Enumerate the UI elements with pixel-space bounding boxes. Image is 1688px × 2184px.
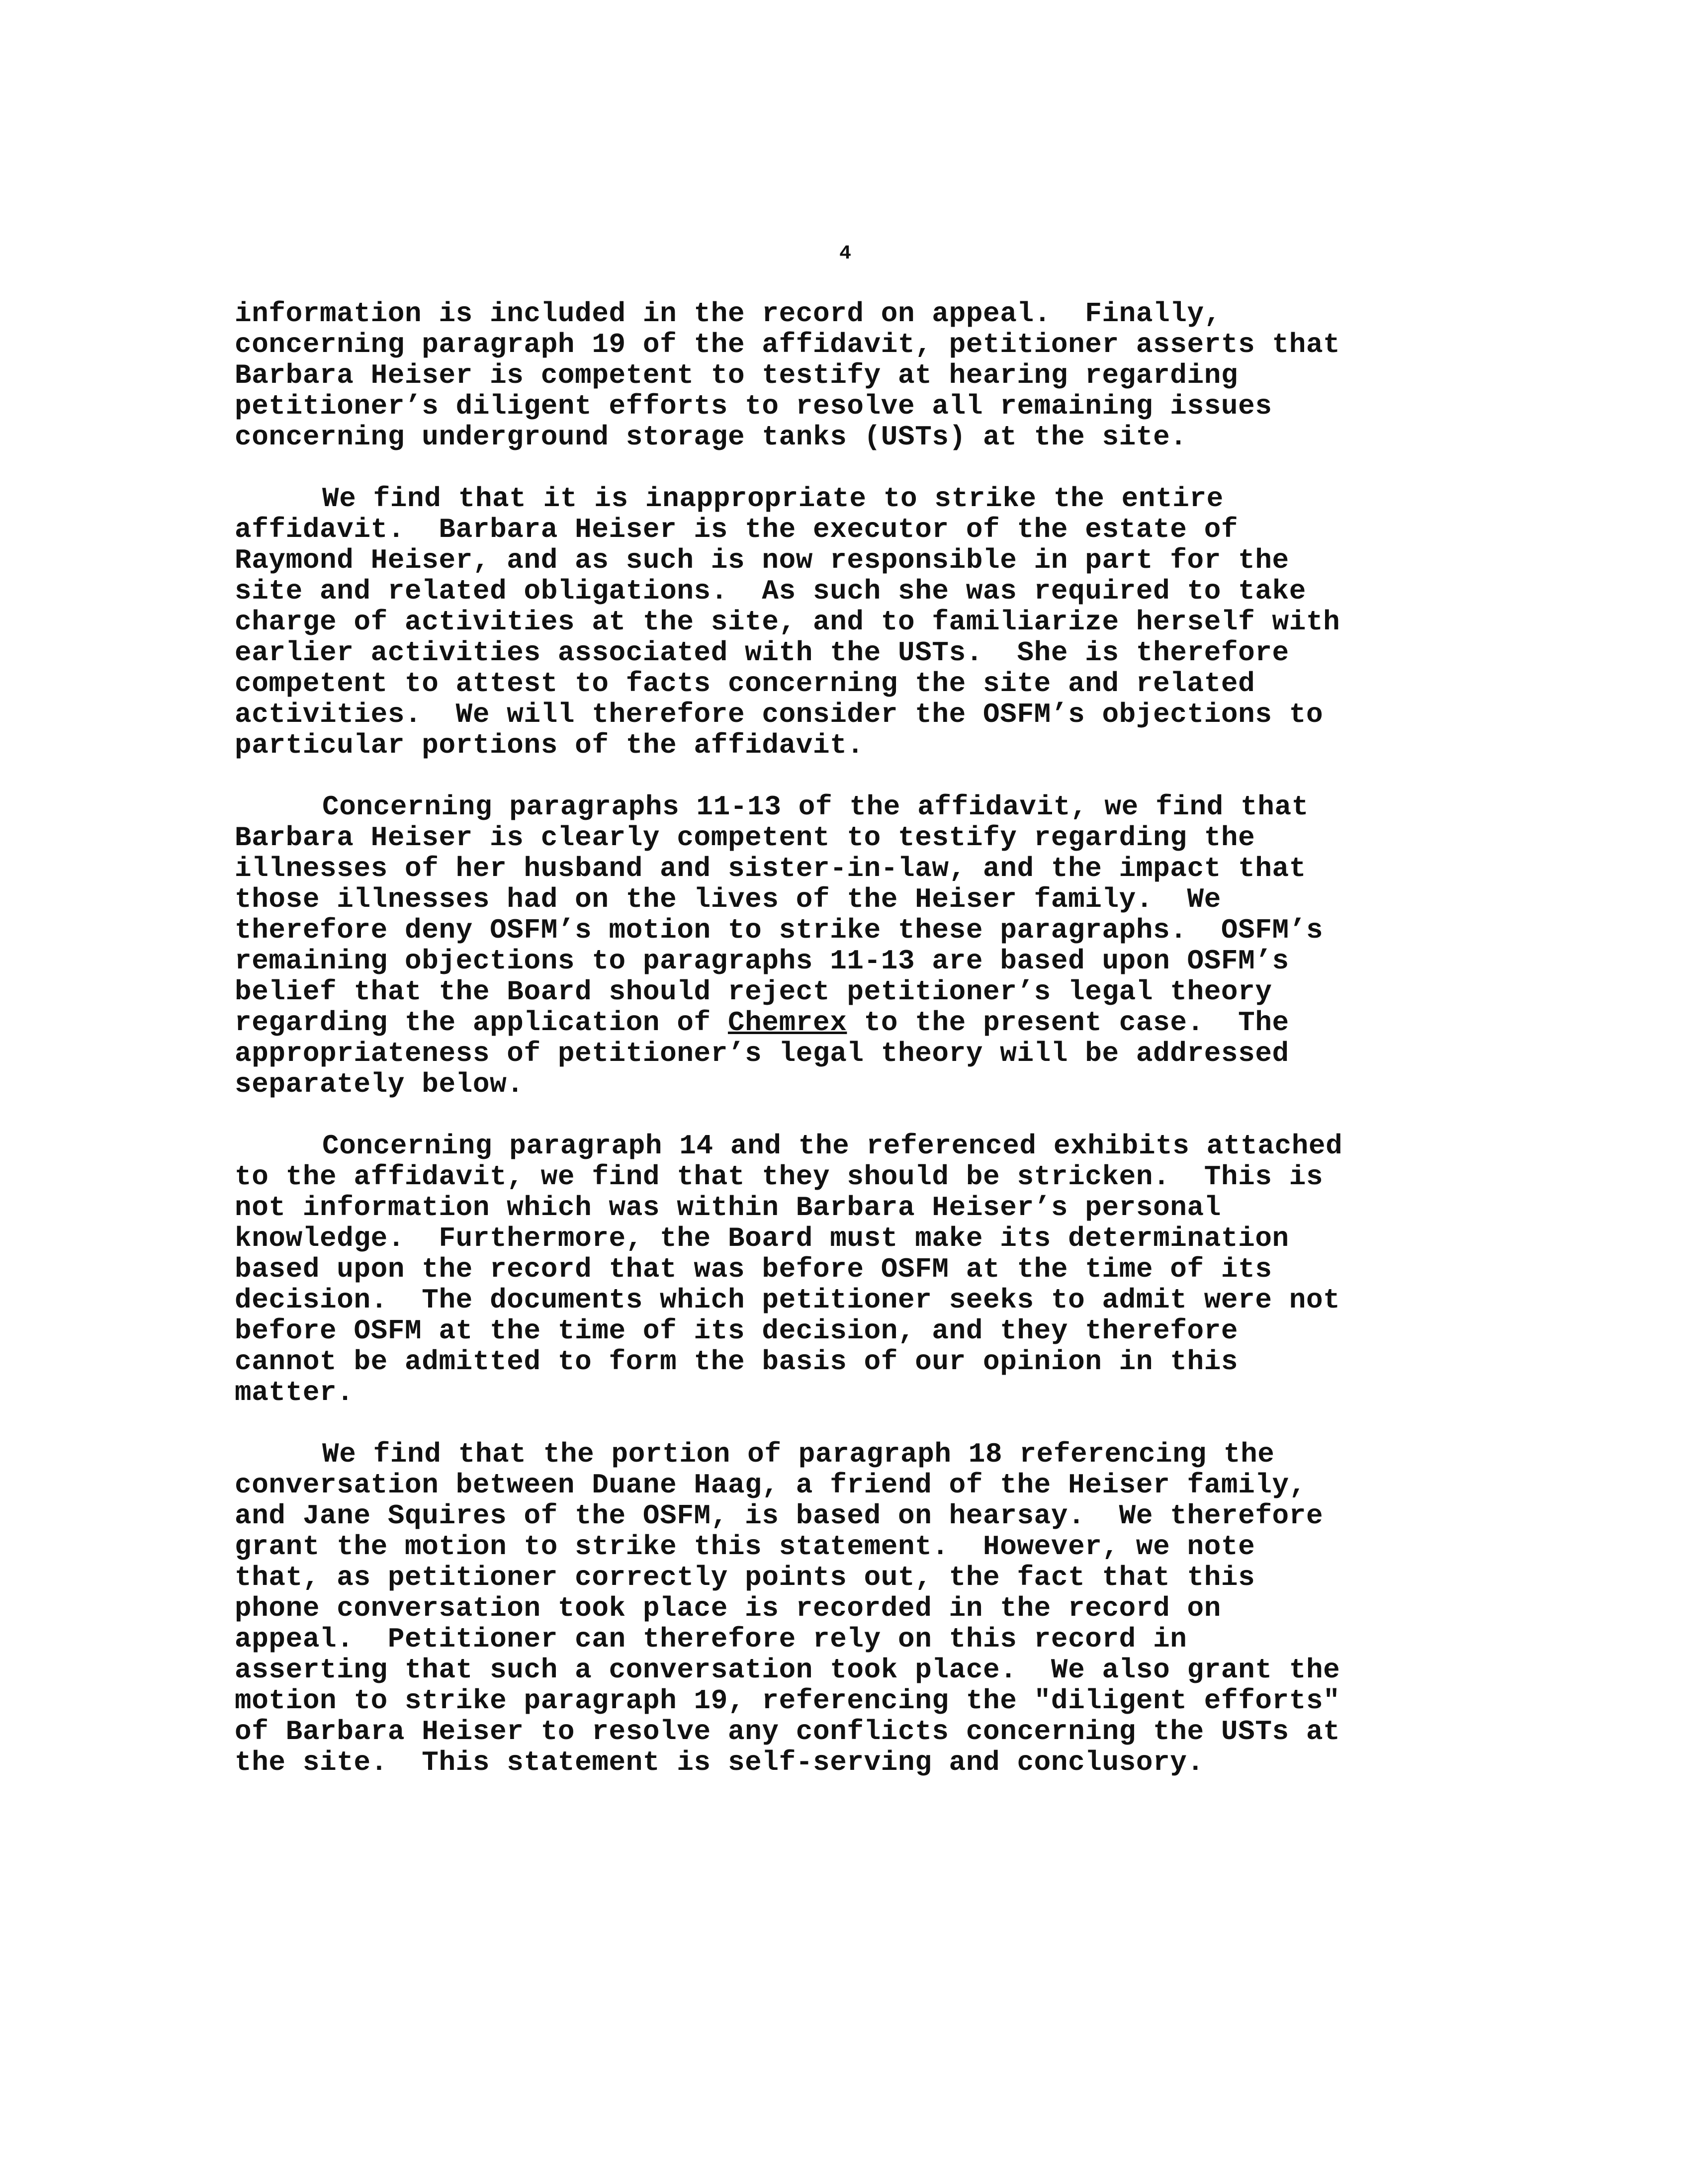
text-line: We find that it is inappropriate to strike the entire (322, 483, 1224, 514)
case-citation: Chemrex (727, 1007, 847, 1038)
text-line: illnesses of her husband and sister-in-law, and the impact that (235, 853, 1306, 884)
text-line: affidavit. Barbara Heiser is the executor of the estate of (235, 514, 1239, 545)
text-line: and Jane Squires of the OSFM, is based on hearsay. We therefore (235, 1500, 1324, 1531)
text-line: cannot be admitted to form the basis of our opinion in this (235, 1346, 1239, 1377)
text-line: grant the motion to strike this statement. However, we note (235, 1531, 1255, 1562)
text-line: that, as petitioner correctly points out, the fact that this (235, 1562, 1255, 1593)
text-line: Concerning paragraphs 11-13 of the affidavit, we find that (322, 791, 1309, 822)
text-line: We find that the portion of paragraph 18 referencing the (322, 1439, 1275, 1470)
text-line: before OSFM at the time of its decision, and they therefore (235, 1315, 1239, 1346)
text-line: belief that the Board should reject petitioner’s legal theory (235, 976, 1272, 1007)
text-line: knowledge. Furthermore, the Board must make its determination (235, 1223, 1289, 1254)
text-segment: regarding the application of (235, 1007, 728, 1038)
document-body (235, 298, 1468, 1809)
text-line: information is included in the record on appeal. Finally, (235, 298, 1221, 329)
text-line: not information which was within Barbara Heiser’s personal (235, 1192, 1221, 1223)
text-line: based upon the record that was before OSFM at the time of its (235, 1254, 1272, 1285)
paragraph-1 (235, 298, 1468, 452)
text-line: therefore deny OSFM’s motion to strike these paragraphs. OSFM’s (235, 915, 1324, 946)
text-line: particular portions of the affidavit. (235, 730, 864, 761)
text-line: Concerning paragraph 14 and the referenced exhibits attached (322, 1131, 1343, 1161)
paragraph-3 (235, 791, 1468, 1100)
text-line: phone conversation took place is recorded in the record on (235, 1593, 1221, 1624)
text-line: of Barbara Heiser to resolve any conflicts concerning the USTs at (235, 1716, 1340, 1747)
page-number: 4 (839, 243, 851, 265)
text-line-with-citation (235, 1007, 1468, 1038)
paragraph-5 (235, 1439, 1468, 1778)
text-line: Raymond Heiser, and as such is now responsible in part for the (235, 545, 1289, 576)
text-line: conversation between Duane Haag, a friend of the Heiser family, (235, 1470, 1306, 1500)
text-line: activities. We will therefore consider the OSFM’s objections to (235, 699, 1324, 730)
text-line: competent to attest to facts concerning the site and related (235, 668, 1255, 699)
paragraph-2 (235, 483, 1468, 761)
text-line: remaining objections to paragraphs 11-13 are based upon OSFM’s (235, 946, 1289, 976)
text-line: earlier activities associated with the USTs. She is therefore (235, 637, 1289, 668)
text-line: Barbara Heiser is clearly competent to testify regarding the (235, 822, 1255, 853)
text-line: charge of activities at the site, and to familiarize herself with (235, 607, 1340, 637)
text-line: site and related obligations. As such she was required to take (235, 576, 1306, 607)
text-line: those illnesses had on the lives of the Heiser family. We (235, 884, 1221, 915)
text-line: concerning paragraph 19 of the affidavit, petitioner asserts that (235, 329, 1340, 360)
text-line: motion to strike paragraph 19, referencing the "diligent efforts" (235, 1685, 1340, 1716)
text-line: matter. (235, 1377, 354, 1408)
paragraph-4 (235, 1131, 1468, 1408)
text-line: asserting that such a conversation took place. We also grant the (235, 1655, 1340, 1685)
text-line: decision. The documents which petitioner seeks to admit were not (235, 1285, 1340, 1315)
text-line: the site. This statement is self-serving and conclusory. (235, 1747, 1204, 1778)
text-line: appeal. Petitioner can therefore rely on this record in (235, 1624, 1187, 1655)
text-line: petitioner’s diligent efforts to resolve all remaining issues (235, 391, 1272, 422)
text-segment: to the present case. The (847, 1007, 1289, 1038)
text-line: to the affidavit, we find that they should be stricken. This is (235, 1161, 1324, 1192)
text-line: appropriateness of petitioner’s legal theory will be addressed (235, 1038, 1289, 1069)
text-line: concerning underground storage tanks (USTs) at the site. (235, 422, 1187, 452)
text-line: separately below. (235, 1069, 524, 1100)
text-line: Barbara Heiser is competent to testify at hearing regarding (235, 360, 1239, 391)
